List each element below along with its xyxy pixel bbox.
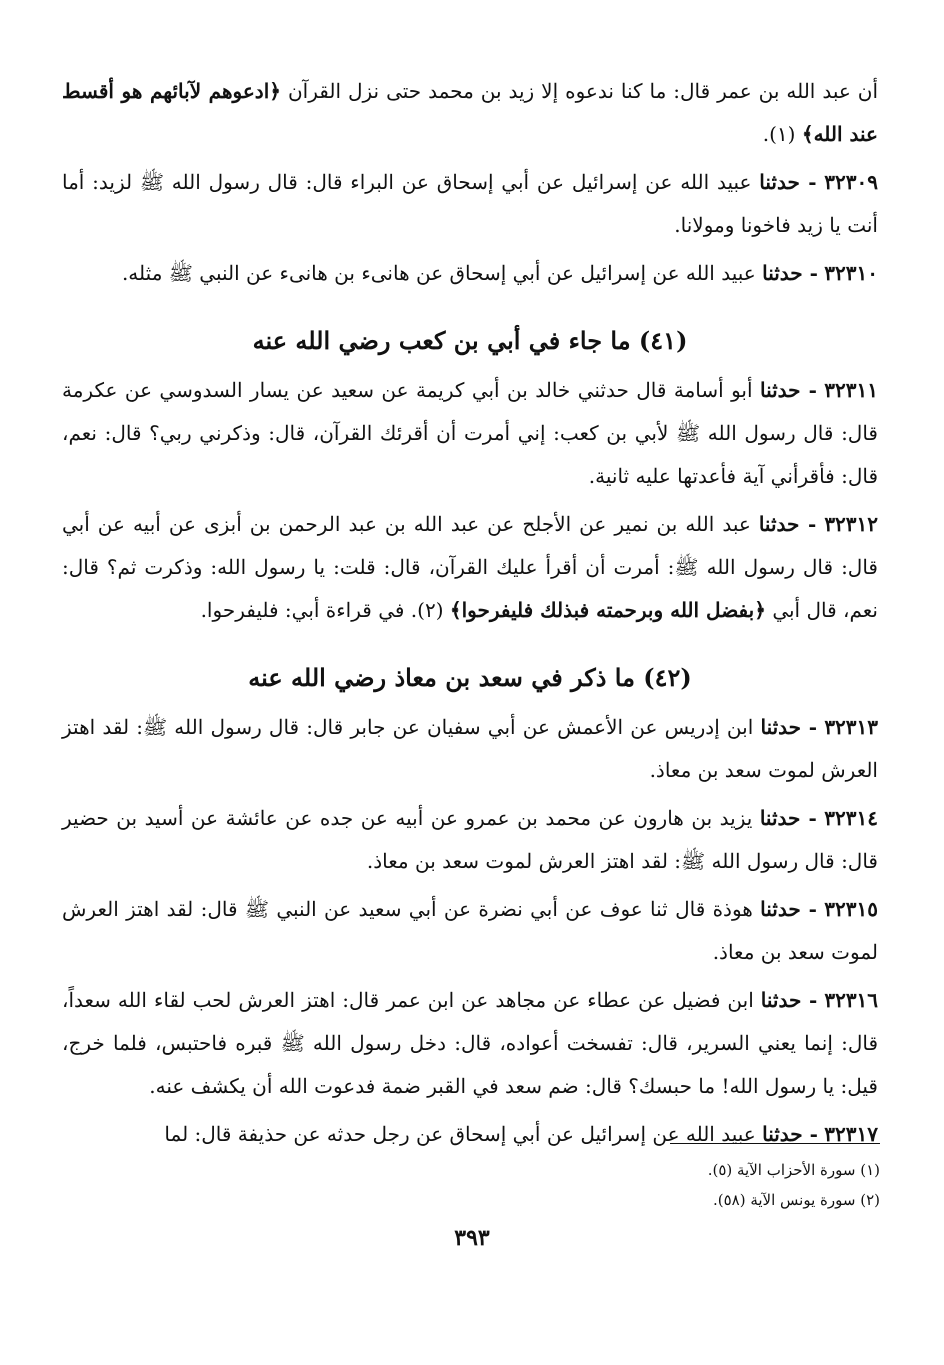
footnotes — [64, 1143, 880, 1215]
footnote-ref: (١). — [762, 122, 796, 146]
hadith-text: أبو أسامة قال حدثني خالد بن أبي كريمة عن سعيد عن يسار السدوسي عن عكرمة قال: قال رسول الله ﷺ لأبي بن كعب: إني أمرت أن أقرئك القرآن، قال: وذكرني ربي؟ قال: نعم، قال: فأقرأني آية فأعدتها عليه ثانية. — [62, 378, 878, 488]
hadith-32310: ٣٢٣١٠ - حدثنا عبيد الله عن إسرائيل عن أبي إسحاق عن هانىء بن هانىء عن النبي ﷺ مثله. — [121, 261, 878, 285]
quran-quote: ﴿ادعوهم لآبائهم هو أقسط عند الله﴾ — [62, 79, 878, 146]
hadith-32312: ٣٢٣١٢ - حدثنا عبد الله بن نمير عن الأجلح عن عبد الله بن عبد الرحمن بن أبزى عن أبيه عن أبي قال: قال رسول الله ﷺ: أمرت أن أقرأ عليك القرآن، قال: قلت: يا رسول الله: وذكرت ثم؟ قال: نعم، قال أبي ﴿بفضل الله وبرحمته فبذلك فليفرحوا﴾ (٢). في قراءة أبي: فليفرحوا. — [62, 512, 879, 622]
hadith-text: ابن فضيل عن عطاء عن مجاهد عن ابن عمر قال: اهتز العرش لحب لقاء الله سعداً، قال: إنما يعني السرير، قال: تفسخت أعواده، قال: دخل رسول الله ﷺ قبره فاحتبس، فلما خرج، قيل: يا رسول الله! ما حبسك؟ قال: ضم سعد في القبر ضمة فدعوت الله أن يكشف عنه. — [62, 988, 878, 1098]
hadith-text: عبيد الله عن إسرائيل عن أبي إسحاق عن هانىء بن هانىء عن النبي ﷺ مثله. — [121, 261, 756, 285]
hadith-text: هوذة قال ثنا عوف عن أبي نضرة عن أبي سعيد عن النبي ﷺ قال: لقد اهتز العرش لموت سعد بن معاذ. — [62, 897, 878, 964]
hadith-opening: حدثنا — [759, 378, 801, 402]
page-body — [62, 70, 878, 1161]
page-number: ٣٩٣ — [454, 1225, 490, 1251]
hadith-number: ٣٢٣١٤ — [824, 806, 878, 830]
hadith-32311: ٣٢٣١١ - حدثنا أبو أسامة قال حدثني خالد بن أبي كريمة عن سعيد عن يسار السدوسي عن عكرمة قال: قال رسول الله ﷺ لأبي بن كعب: إني أمرت أن أقرئك القرآن، قال: وذكرني ربي؟ قال: نعم، قال: فأقرأني آية فأعدتها عليه ثانية. — [62, 378, 879, 488]
hadith-text: عبد الله بن نمير عن الأجلح عن عبد الله بن عبد الرحمن بن أبزى عن أبيه عن أبي قال: قال رسول الله ﷺ: أمرت أن أقرأ عليك القرآن، قال: قلت: يا رسول الله: وذكرت ثم؟ قال: نعم، قال أبي — [62, 512, 878, 622]
hadith-32314: ٣٢٣١٤ - حدثنا يزيد بن هارون عن محمد بن عمرو عن أبيه عن جده عن عائشة عن أسيد بن حضير قال: قال رسول الله ﷺ: لقد اهتز العرش لموت سعد بن معاذ. — [62, 806, 878, 873]
footnote-1: (١) سورة الأحزاب الآية (٥). — [707, 1161, 880, 1179]
footnote-ref: (٢). في قراءة أبي: فليفرحوا. — [200, 598, 444, 622]
hadith-number: ٣٢٣١٥ — [824, 897, 879, 921]
hadith-opening: حدثنا — [760, 988, 802, 1012]
hadith-number: ٣٢٣٠٩ — [824, 170, 878, 194]
paragraph-text: أن عبد الله بن عمر قال: ما كنا ندعوه إلا زيد بن محمد حتى نزل القرآن — [287, 79, 878, 103]
hadith-opening: حدثنا — [759, 170, 800, 194]
quran-quote: ﴿بفضل الله وبرحمته فبذلك فليفرحوا﴾ — [449, 598, 766, 622]
hadith-text: عبيد الله عن إسرائيل عن أبي إسحاق عن رجل حدثه عن حذيفة قال: لما — [164, 1122, 756, 1146]
section-heading-41: (٤١) ما جاء في أبي بن كعب رضي الله عنه — [252, 326, 688, 355]
hadith-32309: ٣٢٣٠٩ - حدثنا عبيد الله عن إسرائيل عن أبي إسحاق عن البراء قال: قال رسول الله ﷺ لزيد: أما أنت يا زيد فاخونا ومولانا. — [62, 170, 878, 237]
hadith-opening: حدثنا — [759, 806, 801, 830]
section-heading-42: (٤٢) ما ذكر في سعد بن معاذ رضي الله عنه — [248, 663, 692, 692]
hadith-opening: حدثنا — [760, 715, 802, 739]
hadith-text: يزيد بن هارون عن محمد بن عمرو عن أبيه عن جده عن عائشة عن أسيد بن حضير قال: قال رسول الله ﷺ: لقد اهتز العرش لموت سعد بن معاذ. — [62, 806, 878, 873]
hadith-opening: حدثنا — [762, 1122, 803, 1146]
hadith-opening: حدثنا — [762, 261, 803, 285]
hadith-number: ٣٢٣١٧ — [824, 1122, 878, 1146]
hadith-32317: ٣٢٣١٧ - حدثنا عبيد الله عن إسرائيل عن أبي إسحاق عن رجل حدثه عن حذيفة قال: لما — [164, 1122, 878, 1146]
footnote-2: (٢) سورة يونس الآية (٥٨). — [712, 1191, 880, 1209]
hadith-text: عبيد الله عن إسرائيل عن أبي إسحاق عن البراء قال: قال رسول الله ﷺ لزيد: أما أنت يا زيد فاخونا ومولانا. — [62, 170, 878, 237]
hadith-opening: حدثنا — [760, 897, 801, 921]
hadith-32315: ٣٢٣١٥ - حدثنا هوذة قال ثنا عوف عن أبي نضرة عن أبي سعيد عن النبي ﷺ قال: لقد اهتز العرش لموت سعد بن معاذ. — [62, 897, 879, 964]
hadith-text: ابن إدريس عن الأعمش عن أبي سفيان عن جابر قال: قال رسول الله ﷺ: لقد اهتز العرش لموت سعد بن معاذ. — [62, 715, 878, 782]
hadith-number: ٣٢٣١٠ — [824, 261, 878, 285]
hadith-32316: ٣٢٣١٦ - حدثنا ابن فضيل عن عطاء عن مجاهد عن ابن عمر قال: اهتز العرش لحب لقاء الله سعداً، قال: إنما يعني السرير، قال: تفسخت أعواده، قال: دخل رسول الله ﷺ قبره فاحتبس، فلما خرج، قيل: يا رسول الله! ما حبسك؟ قال: ضم سعد في القبر ضمة فدعوت الله أن يكشف عنه. — [62, 988, 879, 1098]
hadith-number: ٣٢٣١٦ — [824, 988, 879, 1012]
hadith-opening: حدثنا — [758, 512, 800, 536]
hadith-number: ٣٢٣١١ — [824, 378, 879, 402]
paragraph-continuation — [62, 70, 878, 156]
hadith-32313: ٣٢٣١٣ - حدثنا ابن إدريس عن الأعمش عن أبي سفيان عن جابر قال: قال رسول الله ﷺ: لقد اهتز العرش لموت سعد بن معاذ. — [62, 715, 879, 782]
hadith-number: ٣٢٣١٢ — [824, 512, 879, 536]
hadith-number: ٣٢٣١٣ — [824, 715, 879, 739]
